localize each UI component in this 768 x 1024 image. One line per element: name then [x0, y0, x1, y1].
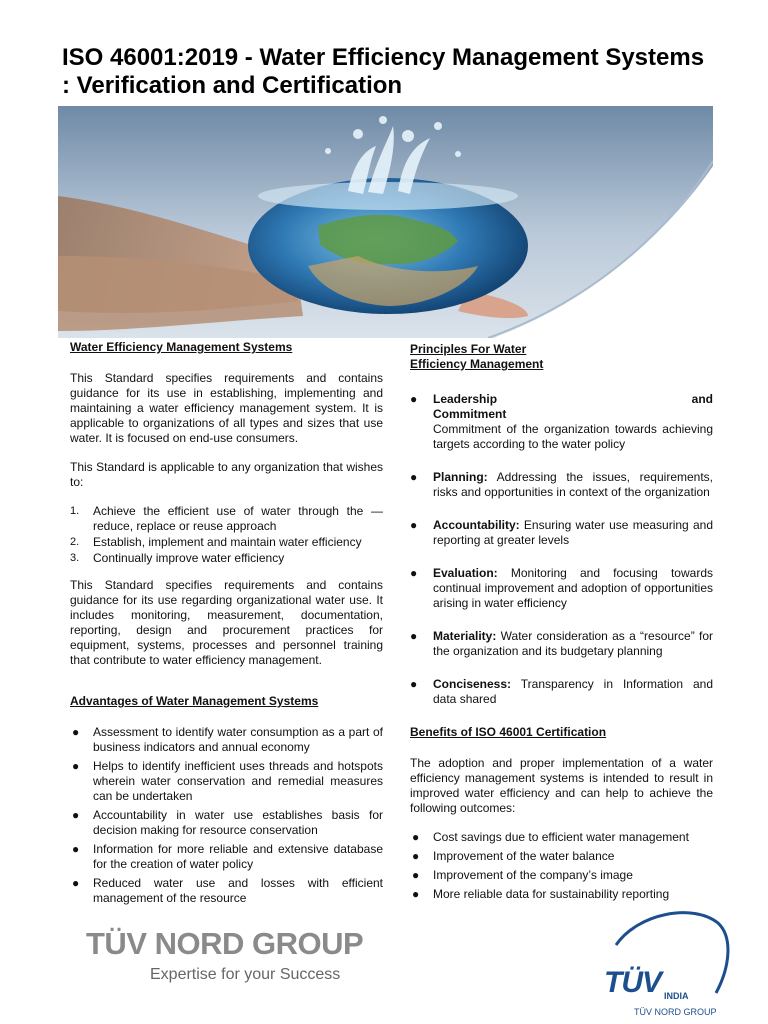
list-item: ● Conciseness: Transparency in Information and data shared: [410, 677, 713, 706]
paragraph: This Standard specifies requirements and contains guidance for its use in establishing, implementing and maintaining a water efficiency management system. It is applicable to organizations of all types and sizes that use water. It is focused on end-use consumers.: [70, 371, 383, 445]
bullet-list-benefits: [410, 830, 713, 902]
logo-group-name: TÜV NORD GROUP: [86, 926, 364, 961]
tuv-india-logo: [598, 905, 738, 1020]
list-item: ● Cost savings due to efficient water management: [412, 830, 689, 844]
list-item: ● Evaluation: Monitoring and focusing towards continual improvement and adoption of opportunities arising in water efficiency: [410, 566, 713, 610]
list-item: ● Planning: Addressing the issues, requirements, risks and opportunities in context of the organization: [410, 470, 714, 499]
numbered-list: [70, 504, 383, 566]
list-item: ● Improvement of the company’s image: [412, 868, 633, 882]
list-item: 1. Achieve the efficient use of water through the — reduce, replace or reuse approach: [70, 504, 383, 533]
page-title: ISO 46001:2019 - Water Efficiency Management Systems : Verification and Certification: [62, 44, 705, 99]
logo-brand: TÜV: [604, 966, 661, 999]
bullet-list-advantages: [70, 725, 383, 906]
list-item: ● Information for more reliable and extensive database for the creation of water policy: [72, 842, 383, 871]
list-item: ● Accountability in water use establishes basis for decision making for resource conservation: [72, 808, 383, 837]
list-item: ● More reliable data for sustainability reporting: [412, 887, 670, 901]
section-heading-principles: Principles For Water Efficiency Management: [410, 342, 544, 371]
bullet-list-principles: [410, 392, 713, 707]
list-item: ● Improvement of the water balance: [412, 849, 615, 863]
paragraph: The adoption and proper implementation of a water efficiency management systems is intended to result in improved water efficiency and can help to achieve the following outcomes:: [410, 756, 713, 815]
list-item: ● Reduced water use and losses with efficient management of the resource: [72, 876, 383, 905]
section-heading-advantages: Advantages of Water Management Systems: [70, 694, 319, 708]
right-column: [410, 342, 713, 906]
list-item: ● Helps to identify inefficient uses threads and hotspots wherein water conservation and remedial measures can be undertaken: [72, 759, 383, 803]
list-item: ● Accountability: Ensuring water use measuring and reporting at greater levels: [410, 518, 713, 547]
list-item: ● Leadership and Commitment Commitment of the organization towards achieving targets according to the water policy: [410, 392, 713, 451]
section-heading-benefits: Benefits of ISO 46001 Certification: [410, 725, 607, 739]
tuv-nord-group-logo: [86, 926, 363, 984]
list-item: ● Materiality: Water consideration as a “resource” for the organization and its budgetary planning: [410, 629, 713, 658]
logo-brand-group: TÜV NORD GROUP: [634, 1007, 717, 1017]
paragraph: This Standard specifies requirements and contains guidance for its use regarding organizational water use. It includes monitoring, measurement, documentation, reporting, design and procurement practices for equipment, systems, processes and personnel training that contribute to water efficiency management.: [70, 578, 383, 667]
logo-country: INDIA: [664, 991, 689, 1001]
left-column: [70, 340, 383, 910]
list-item: ● Assessment to identify water consumption as a part of business indicators and annual economy: [72, 725, 383, 754]
section-heading-wems: Water Efficiency Management Systems: [70, 340, 293, 354]
list-item: 3. Continually improve water efficiency: [70, 551, 285, 565]
logo-arc-icon: [598, 905, 738, 1020]
paragraph: This Standard is applicable to any organization that wishes to:: [70, 460, 383, 489]
logo-tagline: Expertise for your Success: [150, 966, 341, 983]
list-item: 2. Establish, implement and maintain water efficiency: [70, 535, 362, 549]
